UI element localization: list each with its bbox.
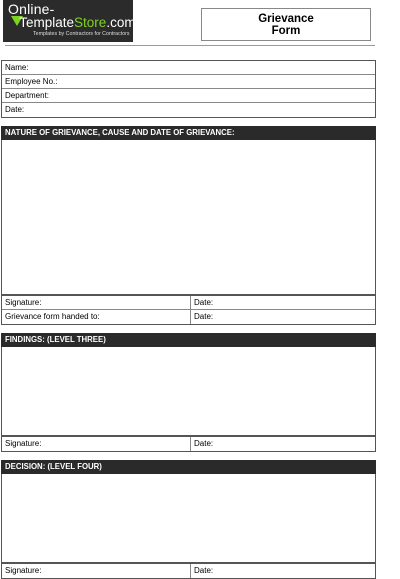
date-field[interactable]: Date:: [194, 566, 214, 575]
table-row: [2, 296, 375, 310]
employee-no-field[interactable]: Employee No.:: [2, 75, 375, 89]
title-line1: Grievance: [258, 12, 314, 25]
logo-tagline: Templates by Contractors for Contractors: [33, 31, 130, 37]
form-title: [201, 8, 371, 41]
table-row: [2, 564, 375, 578]
name-field[interactable]: Name:: [2, 61, 375, 75]
section-decision-heading: DECISION: (LEVEL FOUR): [1, 460, 376, 474]
signature-field[interactable]: Signature:: [2, 296, 191, 309]
table-row: [2, 310, 375, 324]
handed-to-field[interactable]: Grievance form handed to:: [2, 310, 191, 324]
logo-line2: TemplateStore.com: [19, 15, 136, 30]
date-field[interactable]: Date:: [194, 439, 214, 448]
company-logo: [3, 0, 136, 42]
date-field[interactable]: Date:: [194, 298, 214, 307]
section-findings-heading: FINDINGS: (LEVEL THREE): [1, 333, 376, 347]
decision-text-area[interactable]: [1, 474, 376, 563]
findings-text-area[interactable]: [1, 347, 376, 436]
table-row: [2, 437, 375, 451]
logo-line1: Online-: [8, 1, 55, 17]
employee-info-table: [1, 60, 376, 118]
title-line2: Form: [271, 24, 301, 37]
date-field[interactable]: Date:: [194, 312, 214, 321]
grievance-signature-table: [1, 295, 376, 325]
decision-signature-table: [1, 563, 376, 579]
department-field[interactable]: Department:: [2, 89, 375, 103]
signature-field[interactable]: Signature:: [2, 564, 191, 578]
signature-field[interactable]: Signature:: [2, 437, 191, 451]
findings-signature-table: [1, 436, 376, 452]
grievance-text-area[interactable]: [1, 140, 376, 295]
date-field[interactable]: Date:: [5, 105, 25, 114]
section-grievance-heading: NATURE OF GRIEVANCE, CAUSE AND DATE OF GRIEVANCE:: [1, 126, 376, 140]
header-divider: [5, 45, 375, 46]
